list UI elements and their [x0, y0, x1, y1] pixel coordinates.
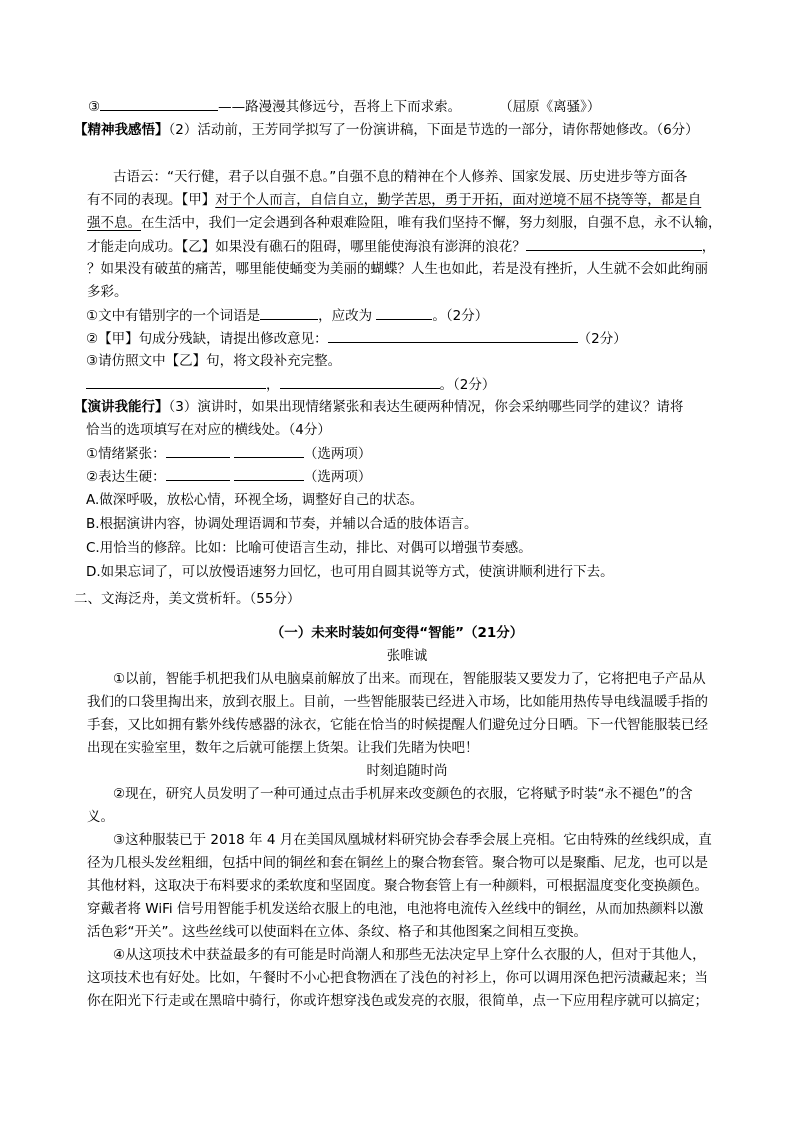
score-text: 。（2分）	[439, 377, 496, 393]
section-yanjiang-heading	[74, 397, 683, 417]
paragraph-4-line: 这项技术也有好处。比如，午餐时不小心把食物洒在了浅色的衬衫上，你可以调用深色把污渍藏起来；当	[87, 970, 708, 986]
option-d: D.如果忘词了，可以放慢语速努力回忆，也可用自圆其说等方式，使演讲顺利进行下去。	[86, 564, 614, 580]
option-c: C.用恰当的修辞。比如：比喻可使语言生动，排比、对偶可以增强节奏感。	[86, 540, 532, 556]
paragraph-1-line: 我们的口袋里掏出来，放到衣服上。目前，一些智能服装已经进入市场，比如能用热传导电线温暖手指的	[87, 694, 708, 710]
sentence-jia-end: 强不息。	[87, 215, 141, 231]
question-text: ②【甲】句成分残缺，请提出修改意见：	[86, 331, 328, 347]
nervous-answer-line	[86, 443, 371, 463]
instruction-text: （选两项）	[303, 446, 372, 462]
paragraph-3-line: 径为几根头发丝粗细，包括中间的铜丝和套在铜丝上的聚合物套管。聚合物可以是聚酯、尼龙，也可以是	[87, 855, 708, 871]
poem-text: ——路漫漫其修远兮，吾将上下而求索。	[218, 99, 462, 115]
answer-blank-imitation-1[interactable]	[86, 374, 266, 389]
paragraph-1-line: 出现在实验室里，数年之后就可能摆上货架。让我们先睹为快吧！	[87, 740, 479, 756]
section-jingshen-heading	[74, 120, 699, 140]
punctuation: ，	[266, 377, 280, 393]
score-text: （2分）	[577, 331, 627, 347]
passage-line	[87, 190, 701, 210]
section-prompt: （3）演讲时，如果出现情绪紧张和表达生硬两种情况，你会采纳哪些同学的建议？请将	[168, 399, 684, 415]
answer-blank-nervous-1[interactable]	[166, 443, 230, 458]
punctuation: ，	[701, 239, 716, 255]
answer-blank-imitation-2[interactable]	[280, 374, 440, 389]
part-two-heading: 二、文海泛舟，美文赏析轩。（55分）	[74, 591, 301, 607]
paragraph-3-line: 其他材料，这取决于布料要求的柔软度和坚固度。聚合物套管上有一种颜料，可根据温度变化变换颜色。	[87, 878, 708, 894]
passage-text: 在生活中，我们一定会遇到各种艰难险阻，唯有我们坚持不懈，努力刻服，自强不息，永不认输，	[141, 215, 722, 231]
score-text: 。（2分）	[432, 308, 489, 324]
answer-blank[interactable]	[100, 96, 218, 111]
passage-line	[87, 236, 715, 256]
answer-blank-typo-word[interactable]	[260, 305, 318, 320]
article-title: （一）未来时装如何变得“智能”（21分）	[270, 625, 524, 641]
answer-blank-nervous-2[interactable]	[234, 443, 304, 458]
passage-line: 古语云：“天行健，君子以自强不息。”自强不息的精神在个人修养、国家发展、历史进步等方面各	[113, 169, 688, 185]
question-missing-component	[86, 328, 627, 348]
option-b: B.根据演讲内容，协调处理语调和节奏，并辅以合适的肢体语言。	[86, 516, 478, 532]
paragraph-2-line: ②现在，研究人员发明了一种可通过点击手机屏来改变颜色的衣服，它将赋予时装“永不褪色”的含	[113, 786, 693, 802]
answer-blank[interactable]	[526, 236, 702, 251]
section-prompt-cont: 恰当的选项填写在对应的横线处。（4分）	[86, 422, 331, 438]
article-author: 张唯诚	[386, 648, 428, 664]
paragraph-2-line: 义。	[87, 809, 114, 825]
instruction-text: （选两项）	[303, 469, 372, 485]
passage-line: ？如果没有破茧的痛苦，哪里能使蛹变为美丽的蝴蝶？人生也如此，若是没有挫折，人生就不会如此绚丽	[87, 261, 708, 277]
section-tag: 【精神我感悟】	[74, 122, 169, 138]
item-label: ②表达生硬：	[86, 469, 166, 485]
answer-blank-stiff-1[interactable]	[166, 466, 230, 481]
passage-line: 多彩。	[87, 284, 128, 300]
poem-fill-line	[88, 96, 600, 116]
question-text: ，应改为	[318, 308, 377, 324]
question-text: ①文中有错别字的一个词语是	[86, 308, 261, 324]
imitation-answer-line	[86, 374, 495, 394]
paragraph-4-line: ④从这项技术中获益最多的有可能是时尚潮人和那些无法决定早上穿什么衣服的人，但对于其他人，	[113, 947, 706, 963]
paragraph-4-line: 你在阳光下行走或在黑暗中骑行，你或许想穿浅色或发亮的衣服，很简单，点一下应用程序就可以搞定；	[87, 993, 708, 1009]
answer-blank-stiff-2[interactable]	[234, 466, 304, 481]
paragraph-1-line: 手套，又比如拥有紫外线传感器的泳衣，它能在恰当的时候提醒人们避免过分日晒。下一代智能服装已经	[87, 717, 708, 733]
paragraph-3-line: ③这种服装已于 2018 年 4 月在美国凤凰城材料研究协会春季会展上亮相。它由特殊的丝线织成，直	[113, 832, 712, 848]
sentence-yi: 才能走向成功。【乙】如果没有礁石的阻碍，哪里能使海浪有澎湃的浪花？	[87, 239, 526, 255]
item-number: ③	[88, 99, 101, 115]
answer-blank-revision[interactable]	[328, 328, 578, 343]
stiff-answer-line	[86, 466, 371, 486]
article-subheading: 时刻追随时尚	[366, 763, 448, 779]
option-a: A.做深呼吸，放松心情，环视全场，调整好自己的状态。	[86, 492, 424, 508]
section-prompt: （2）活动前，王芳同学拟写了一份演讲稿，下面是节选的一部分，请你帮她修改。（6分）	[168, 122, 699, 138]
section-tag: 【演讲我能行】	[74, 399, 169, 415]
question-typo	[86, 305, 488, 325]
item-label: ①情绪紧张：	[86, 446, 166, 462]
paragraph-1-line: ①以前，智能手机把我们从电脑桌前解放了出来。而现在，智能服装又要发力了，它将把电子产品从	[113, 671, 706, 687]
paragraph-3-line: 穿戴者将 WiFi 信号用智能手机发送给衣服上的电池，电池将电流传入丝线中的铜丝，从而加热颜料以激	[87, 901, 704, 917]
sentence-jia: 对于个人而言，自信自立，勤学苦思，勇于开拓，面对逆境不屈不挠等等，都是自	[215, 192, 702, 208]
passage-line	[87, 213, 722, 233]
answer-blank-correction[interactable]	[376, 305, 432, 320]
question-imitation: ③请仿照文中【乙】句，将文段补充完整。	[86, 353, 342, 369]
paragraph-3-line: 活色彩“开关”。这些丝线可以使面料在立体、条纹、格子和其他图案之间相互变换。	[87, 924, 587, 940]
poem-source: （屈原《离骚》）	[499, 99, 601, 115]
passage-text: 有不同的表现。【甲】	[87, 192, 216, 208]
